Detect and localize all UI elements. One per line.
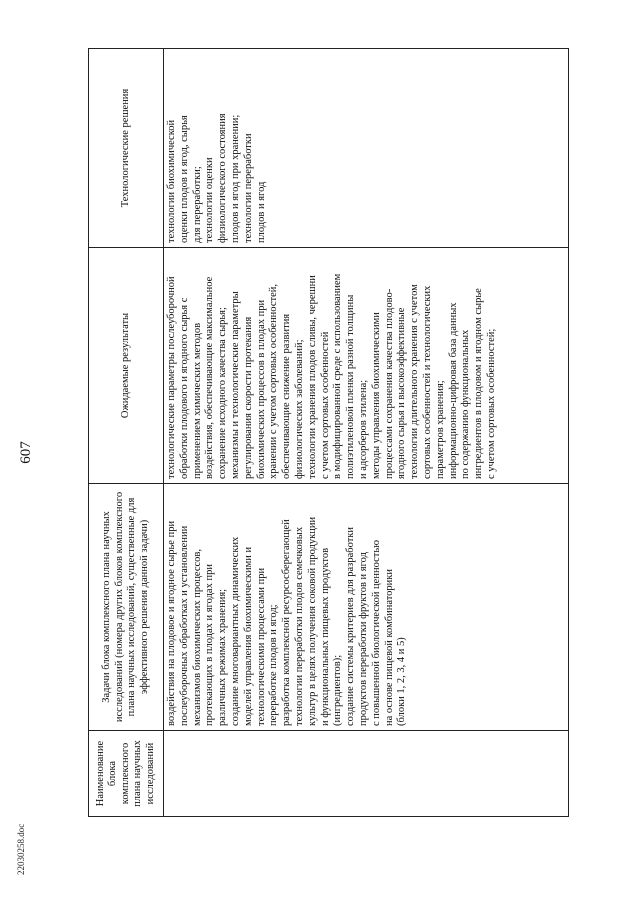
cell-text-line: на основе пищевой комбинаторики: [383, 568, 395, 726]
cell-text-line: ингредиентов в плодовом и ягодном сырье: [473, 288, 485, 479]
cell-block-name: [164, 731, 569, 817]
header-expected-results: Ожидаемые результаты: [89, 248, 164, 484]
cell-text-line: с учетом сортовых особенностей: [319, 331, 331, 479]
cell-text-line: с повышенной биологической ценностью: [370, 540, 382, 726]
page-number: 607: [18, 441, 34, 464]
table-row: [164, 49, 569, 817]
cell-text-line: разработка комплексной ресурсосберегающей: [281, 519, 293, 726]
cell-text-line: оценки плодов и ягод, сырья: [178, 115, 190, 243]
cell-text-line: плодов и ягод при хранении;: [229, 114, 241, 243]
cell-text-line: применением химических методов: [191, 322, 203, 479]
cell-text-line: механизмы и технологические параметры: [229, 291, 241, 479]
cell-text-line: (ингредиентов);: [332, 654, 344, 726]
cell-text-line: различных режимах хранения;: [217, 588, 229, 726]
cell-text-line: технологические параметры послеуборочной: [166, 276, 177, 479]
research-plan-table: [88, 48, 569, 817]
cell-text-line: воздействия, обеспечивающие максимальное: [204, 276, 216, 479]
cell-text-line: моделей управления биохимическими и: [242, 546, 254, 726]
cell-text-line: хранении с учетом сортовых особенностей,: [268, 284, 280, 479]
cell-text-line: физиологических заболеваний;: [293, 339, 305, 479]
cell-text-line: и функциональных пищевых продуктов: [319, 547, 331, 726]
cell-text-line: технологии переработки плодов семечковых: [293, 526, 305, 726]
cell-text-line: сортовых особенностей и технологических: [421, 285, 433, 479]
cell-text-line: (блоки 1, 2, 3, 4 и 5): [396, 637, 408, 726]
cell-text-line: продуктов переработки фруктов и ягод: [357, 552, 369, 726]
header-block-name: Наименование блока комплексного плана научных исследований: [89, 731, 164, 817]
cell-text-line: биохимических процессов в плодах при: [255, 299, 267, 479]
cell-text-line: технологии биохимической: [166, 119, 177, 243]
cell-text-line: сохранение исходного качества сырья;: [217, 307, 229, 479]
cell-text-line: технологическими процессами при: [255, 567, 267, 726]
cell-text-line: для переработки;: [191, 166, 203, 243]
cell-text-line: воздействия на плодовое и ягодное сырье при: [166, 520, 177, 726]
cell-block-tasks: [164, 484, 569, 731]
cell-text-line: переработке плодов и ягод;: [268, 604, 280, 726]
cell-text-line: информационно-цифровая база данных: [447, 302, 459, 479]
cell-text-line: физиологического состояния: [217, 113, 229, 243]
cell-text-line: параметров хранения;: [434, 380, 446, 479]
cell-text-line: в модифицированной среде с использованием: [332, 273, 344, 479]
cell-text-line: процессами сохранения качества плодово-: [383, 288, 395, 479]
cell-text-line: обеспечивающие снижение развития: [281, 313, 293, 479]
header-technological-solutions: Технологические решения: [89, 49, 164, 248]
cell-text-line: послеуборочных обработках и установлении: [178, 525, 190, 726]
cell-text-line: полиэтиленовой пленки разной толщины: [345, 294, 357, 479]
cell-text-line: создание многовариантных динамических: [229, 536, 241, 726]
cell-text-line: технологии оценки: [204, 157, 216, 243]
cell-text-line: плодов и ягод: [255, 181, 267, 243]
cell-text-line: культур в целях получения соковой продукции: [306, 516, 318, 726]
cell-text-line: с учетом сортовых особенностей;: [485, 328, 497, 479]
cell-text-line: по содержанию функциональных: [460, 329, 472, 479]
cell-text-line: механизмов биохимических процессов,: [191, 548, 203, 726]
cell-text-line: создание системы критериев для разработки: [345, 526, 357, 726]
cell-technological-solutions: [164, 49, 569, 248]
cell-text-line: технологии переработки: [242, 133, 254, 243]
cell-text-line: ягодного сырья и высокоэффективные: [396, 307, 408, 479]
cell-text-line: обработки плодового и ягодного сырья с: [178, 297, 190, 479]
header-block-tasks: Задачи блока комплексного плана научных исследований (номера других блоков комплексного плана научных исследований, существенные для эффективного решения данной задачи): [89, 484, 164, 731]
cell-text-line: протекающих в плодах и ягодах при: [204, 564, 216, 726]
cell-text-line: регулирования скорости протекания: [242, 316, 254, 479]
document-code: 22030258.doc: [16, 823, 26, 875]
cell-text-line: и адсорберов этилена;: [357, 379, 369, 479]
cell-text-line: технологии хранения плодов сливы, черешни: [306, 275, 318, 479]
cell-expected-results: [164, 248, 569, 484]
cell-text-line: методы управления биохимическими: [370, 312, 382, 479]
table-header-row: [89, 49, 164, 817]
cell-text-line: технологии длительного хранения с учетом: [409, 284, 421, 479]
